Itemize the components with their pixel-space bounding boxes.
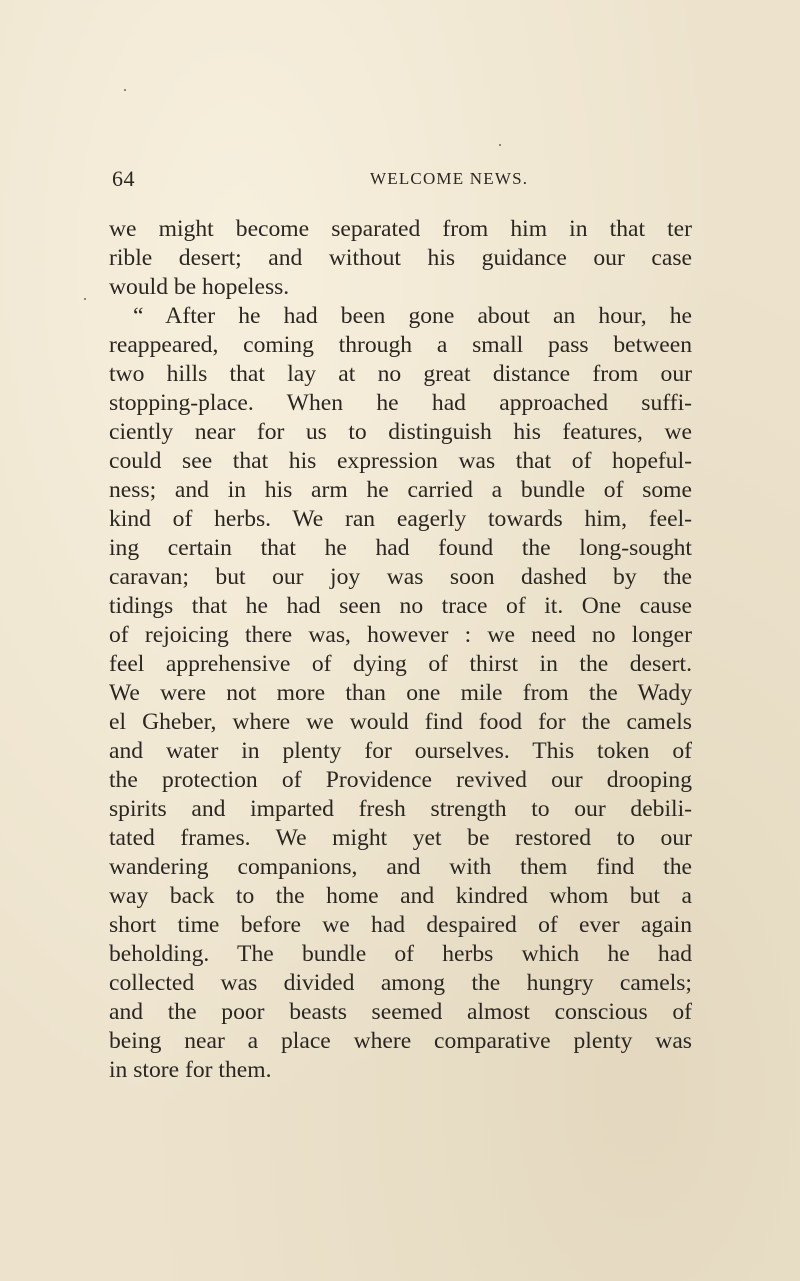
- text-line: tated frames. We might yet be restored to our: [109, 825, 692, 851]
- text-line: rible desert; and without his guidance our case: [109, 245, 692, 271]
- text-line: being near a place where comparative plenty was: [109, 1028, 692, 1054]
- ink-speck: [84, 298, 86, 300]
- text-line: stopping-place. When he had approached suffi-: [109, 390, 692, 416]
- text-line: way back to the home and kindred whom but a: [109, 883, 692, 909]
- running-head: WELCOME NEWS.: [370, 169, 529, 188]
- ink-speck: [124, 89, 126, 91]
- text-line: tidings that he had seen no trace of it. One cause: [109, 593, 692, 619]
- text-line: and the poor beasts seemed almost conscious of: [109, 999, 692, 1025]
- text-line: beholding. The bundle of herbs which he had: [109, 941, 692, 967]
- ink-speck: [499, 144, 501, 146]
- text-line: spirits and imparted fresh strength to our debili-: [109, 796, 692, 822]
- page-number: 64: [112, 166, 135, 191]
- text-line: kind of herbs. We ran eagerly towards him, feel-: [109, 506, 692, 532]
- text-line: short time before we had despaired of ever again: [109, 912, 692, 938]
- text-line: ness; and in his arm he carried a bundle of some: [109, 477, 692, 503]
- text-line: and water in plenty for ourselves. This token of: [109, 738, 692, 764]
- text-line: the protection of Providence revived our drooping: [109, 767, 692, 793]
- body-text: [109, 215, 692, 1085]
- text-line: two hills that lay at no great distance from our: [109, 361, 692, 387]
- text-line: collected was divided among the hungry camels;: [109, 970, 692, 996]
- text-line: could see that his expression was that of hopeful-: [109, 448, 692, 474]
- text-line: ing certain that he had found the long-sought: [109, 535, 692, 561]
- text-line: reappeared, coming through a small pass between: [109, 332, 692, 358]
- text-line: feel apprehensive of dying of thirst in the desert.: [109, 651, 692, 677]
- text-line: We were not more than one mile from the Wady: [109, 680, 692, 706]
- text-line: we might become separated from him in that ter: [109, 216, 692, 242]
- text-line: ciently near for us to distinguish his features, we: [109, 419, 692, 445]
- text-line: caravan; but our joy was soon dashed by the: [109, 564, 692, 590]
- text-line: “ After he had been gone about an hour, he: [133, 303, 692, 329]
- text-line: of rejoicing there was, however : we need no longer: [109, 622, 692, 648]
- page-header: [112, 166, 708, 196]
- text-line: wandering companions, and with them find the: [109, 854, 692, 880]
- text-line: in store for them.: [109, 1057, 272, 1083]
- text-line: would be hopeless.: [109, 274, 290, 300]
- text-line: el Gheber, where we would find food for the camels: [109, 709, 692, 735]
